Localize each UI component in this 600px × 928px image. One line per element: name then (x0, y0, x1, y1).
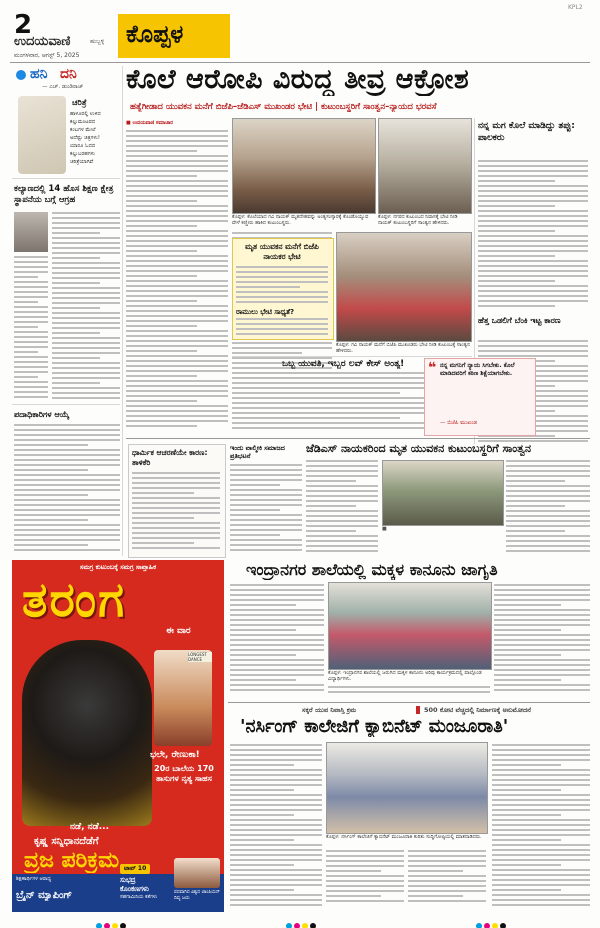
lead-photo-3 (336, 232, 472, 342)
honey-poem (70, 110, 118, 166)
mid-story-headline: ಒಬ್ಬ ಯುವತಿ, ಇಬ್ಬರ ಲವ್ ಕೇಸ್ ಅಂತ್ಯ! (282, 359, 405, 369)
ad-story4-line1: ಸುಭದ್ರ (120, 876, 136, 884)
nursing-text-col4 (492, 744, 590, 908)
ad-brand-sub: ಈ ವಾರ (166, 626, 191, 636)
page-code: KPL2 (568, 4, 583, 11)
lead-photo-1 (232, 118, 376, 214)
school-text-col2 (494, 584, 590, 698)
ad-story2-line: ಕೃಷ್ಣ ಸನ್ನಿಧಾನದೆಡೆಗೆ (34, 836, 99, 847)
jds-headline: ಜೆಡಿಎಸ್ ನಾಯಕರಿಂದ ಮೃತ ಯುವಕನ ಕುಟುಂಬಸ್ಥರಿಗೆ ಸಾಂತ್ವನ (306, 442, 531, 455)
page-number: 2 (14, 10, 33, 40)
registration-marks-right (476, 914, 508, 928)
poem-line: ಕಲ್ಲುಮಂಟಪದ (70, 119, 96, 125)
left-rule (12, 404, 120, 405)
ad-story2-title: ವ್ರಜ ಪರಿಕ್ರಮ (24, 848, 119, 873)
honey-rule (12, 178, 120, 179)
nursing-kicker-right: 500 ಕೋಟಿ ವೆಚ್ಚದಲ್ಲಿ ನಿರ್ಮಾಣಕ್ಕೆ ಅನುಮೋದನೆ (424, 706, 532, 714)
side-box-text (478, 160, 588, 310)
nursing-kicker-sep (416, 706, 420, 714)
school-text-col3 (328, 686, 490, 698)
jds-text-col2 (506, 460, 590, 556)
quote-text: ನನ್ನ ಮಗನಿಗೆ ನ್ಯಾಯ ಸಿಗಬೇಕು. ಕೊಲೆ ಮಾಡಿದವರಿಗೆ ಕಠಿಣ ಶಿಕ್ಷೆಯಾಗಬೇಕು. (440, 362, 515, 377)
registration-marks-left (96, 914, 128, 928)
quote-mark: ❝ (428, 360, 437, 376)
mid-rule (232, 356, 472, 357)
left-story-text (52, 212, 120, 402)
inset-headline: ಮೃತ ಯುವಕನ ಮನೆಗೆ ಬಿಜೆಪಿ ನಾಯಕರ ಭೇಟಿ (245, 242, 319, 261)
registration-marks-center (286, 914, 318, 928)
lead-headline: ಕೊಲೆ ಆರೋಪಿ ವಿರುದ್ಧ ತೀವ್ರ ಆಕ್ರೋಶ (126, 64, 470, 95)
ad-story3-title: ಬ್ರೈನ್ ಮ್ಯಾಪಿಂಗ್ (16, 890, 73, 901)
school-photo-caption: ಕೊಪ್ಪಳ: ಇಂದ್ರಾನಗರ ಶಾಲೆಯಲ್ಲಿ ಜರುಗಿದ ಮಕ್ಕಳ ಕಾನೂನು ಅರಿವು ಕಾರ್ಯಕ್ರಮದಲ್ಲಿ ಪಾಲ್ಗೊಂಡ ವಿದ್ಯಾರ್ಥಿಗಳು. (328, 670, 482, 682)
ad-brand: ತರಂಗ (22, 572, 127, 628)
nursing-photo (326, 742, 488, 834)
ad-story4-line3: ಸಹಗಾಮಿನಿಯ ಕತೆಗಳು (120, 894, 158, 900)
lead-photo-2 (378, 118, 472, 214)
paper-name: ಉದಯವಾಣಿ (14, 34, 71, 49)
lead-dateline: ■ ಉದಯವಾಣಿ ಸಮಾಚಾರ (126, 120, 173, 126)
school-headline: ಇಂದ್ರಾನಗರ ಶಾಲೆಯಲ್ಲಿ ಮಕ್ಕಳ ಕಾನೂನು ಜಾಗೃತಿ (246, 560, 498, 579)
jds-text-col1 (306, 460, 378, 556)
honey-sketch (18, 96, 66, 174)
poem-line: ಹಾಳೂರಲ್ಲಿ ಉಳಿದ (70, 111, 101, 117)
nursing-top-rule (228, 702, 590, 703)
masthead-rule (10, 62, 590, 63)
lead-photo-2-caption: ಕೊಪ್ಪಳ: ನಗರದ ಕುಟುಂಬದ ನಿವಾಸಕ್ಕೆ ಭೇಟಿ ನೀಡಿ ನಾಯಕ್ ಕುಟುಂಬಸ್ಥರಿಗೆ ಸಾಂತ್ವನ ಹೇಳಿದರು. (378, 214, 458, 226)
ad-story4-line2: ಕೊಂಕಣಗಳು (120, 885, 149, 893)
date-line: ಮಂಗಳವಾರ, ಆಗಸ್ಟ್ 5, 2025 (14, 52, 80, 59)
side-box-subhead: ಹೆತ್ತ ಒಡಲಿಗೆ ಬೆಂಕಿ ಇಟ್ಟ ಕಾರಣ (478, 316, 561, 325)
honey-poem-title: ಚರಿತ್ರೆ (72, 98, 87, 107)
nursing-text-col2 (326, 850, 404, 908)
honey-title-part2: ದನಿ (60, 66, 77, 82)
nursing-text-col1 (230, 744, 322, 908)
school-photo (328, 582, 492, 670)
religion-headline: ಧಾರ್ಮಿಕ ಆಚರಣೆಯೇ ಕಾರಣ: ತಾಳಿಕೆರಿ (132, 448, 208, 467)
nursing-text-col3 (408, 850, 486, 908)
inset-text-2 (236, 318, 328, 336)
nursing-headline: 'ನರ್ಸಿಂಗ್ ಕಾಲೇಜಿಗೆ ಕ್ಯಾಬಿನೆಟ್ ಮಂಜೂರಾತಿ' (240, 716, 509, 737)
lead-photo-1-caption: ಕೊಪ್ಪಳ: ಕೊಲೆಯಾದ ಗವಿ ನಾಯಕ್ ಮೃತದೇಹವನ್ನು ಅಂತ್ಯಸಂಸ್ಕಾರಕ್ಕೆ ಕೊಂಡೊಯ್ಯುವ ವೇಳೆ ಕಣ್ಣೀರು ಹಾಕಿದ ಕುಟುಂಬಸ್ಥರು. (232, 214, 369, 226)
ad-banner: ಸಮಗ್ರ ಕುಟುಂಬಕ್ಕೆ ಸಮಗ್ರ ಸಾಪ್ತಾಹಿಕ (79, 563, 157, 571)
ad-idol-image (22, 640, 152, 826)
ad-story4-badge: ಟಾಪ್ 10 (120, 864, 150, 874)
poem-line: ಕಂಬಗಳ ಮೇಲೆ (70, 127, 96, 133)
poem-line: ಅದೆಷ್ಟು ಚಿತ್ರಗಳು! (70, 135, 100, 141)
inset-subhead: ರಾಮುಲು ಭೇಟಿ ಸಾಧ್ಯತೆ? (236, 308, 295, 316)
nursing-photo-caption: ಕೊಪ್ಪಳ: ನರ್ಸಿಂಗ್ ಕಾಲೇಜಿಗೆ ಕ್ಯಾಬಿನೆಟ್ ಮಂಜೂರಾತಿ ಕುರಿತು ಸುದ್ದಿಗೋಷ್ಠಿಯಲ್ಲಿ ಮಾತನಾಡಿದರು. (326, 834, 482, 840)
ad-dancer-image (154, 650, 212, 746)
school-text-col1 (230, 584, 324, 698)
lead-body-col1 (126, 130, 228, 430)
column-rule-left (122, 66, 123, 556)
jds-photo (382, 460, 504, 526)
ad-story1-detail: 20ರ ಬಾಲೆಯ 170 ತಾಸುಗಳ ನೃತ್ಯ ಸಾಹಸ (154, 764, 214, 783)
poem-line: ಕಲ್ಲುಬರಹಗಳು (70, 151, 96, 157)
lower-rule (126, 438, 590, 439)
honey-author: — ಎಚ್. ಡುಂಡಿರಾಜ್ (42, 84, 84, 90)
edition-mark: ಹುಬ್ಬಳ್ಳಿ (90, 38, 105, 45)
left-bottom-text (14, 424, 120, 556)
left-bottom-headline: ಪದಾಧಿಕಾರಿಗಳ ಆಯ್ಕೆ (14, 410, 70, 419)
poem-line: ಚರಿತ್ರೆಯಾಗಿವೆ (70, 159, 94, 165)
ad-side-label: LONGEST DANCE (188, 652, 212, 662)
nursing-kicker-left: ಸಕ್ಕರೆ ಯುವ ನಿವಾಸ್ತಿ ಕ್ರಮ (302, 706, 357, 714)
ad-story5-line: ಪದವಾಗಿದ ವಿಶ್ವದ ಚಾಂಪಿಯನ್ ದಿವ್ಯ ಜಯ (174, 890, 220, 901)
ad-story5-image (174, 858, 220, 888)
jds-photo-caption: ■ (382, 526, 387, 532)
poem-line: ಯಾರೂ ಓದದ (70, 143, 96, 149)
ad-story3-kicker: ಶಿಕ್ಷಣಾರ್ಥಿಗಳ ಆರಾಧ್ಯ (16, 876, 52, 882)
honey-title-part1: ಹನಿ (30, 66, 48, 82)
quote-attribution: — ಬಿಜೆಪಿ ಮುಖಂಡ (440, 420, 478, 426)
left-story-photo (14, 212, 48, 252)
section-title: ಕೊಪ್ಪಳ (126, 20, 184, 48)
lead-deck: ಹತ್ಯೆಗೀಡಾದ ಯುವಕನ ಮನೆಗೆ ಬಿಜೆಪಿ–ಜೆಡಿಎಸ್ ಮುಖಂಡರ ಭೇಟಿ | ಕುಟುಂಬಸ್ಥರಿಗೆ ಸಾಂತ್ವನ–ನ್ಯಾಯದ ಭರವಸೆ (130, 102, 437, 112)
small-box-text (230, 464, 302, 556)
inset-text (236, 266, 328, 306)
honey-logo-dot (16, 70, 26, 80)
ad-story1: ಭಲೇ, ರೇಣುಕಾ! (150, 750, 200, 760)
left-story-text-2 (14, 256, 48, 402)
lead-photo-3-caption: ಕೊಪ್ಪಳ: ಗವಿ ನಾಯಕ್ ಮನೆಗೆ ಬಿಜೆಪಿ ಮುಖಂಡರು ಭೇಟಿ ನೀಡಿ ಕುಟುಂಬಕ್ಕೆ ಸಾಂತ್ವನ ಹೇಳಿದರು. (336, 342, 470, 354)
left-story-headline: ಕಲ್ಯಾಣದಲ್ಲಿ 14 ಹೊಸ ಶಿಕ್ಷಣ ಕ್ಷೇತ್ರ ಸ್ಥಾಪನೆಯ ಬಗ್ಗೆ ಆಗ್ರಹ (14, 184, 114, 205)
small-box-headline: ಇಂದು ವಾಲ್ಮೀಕಿ ಸಮಾಜದ ಪ್ರತಿಭಟನೆ (230, 444, 285, 460)
ad-story2-kicker: ನಡೆ, ನಡೆ... (70, 822, 110, 832)
side-box-headline: ನನ್ನ ಮಗ ಕೊಲೆ ಮಾಡಿದ್ದು ತಪ್ಪು: ಪಾಲಕರು (478, 121, 575, 143)
religion-text (132, 472, 220, 554)
